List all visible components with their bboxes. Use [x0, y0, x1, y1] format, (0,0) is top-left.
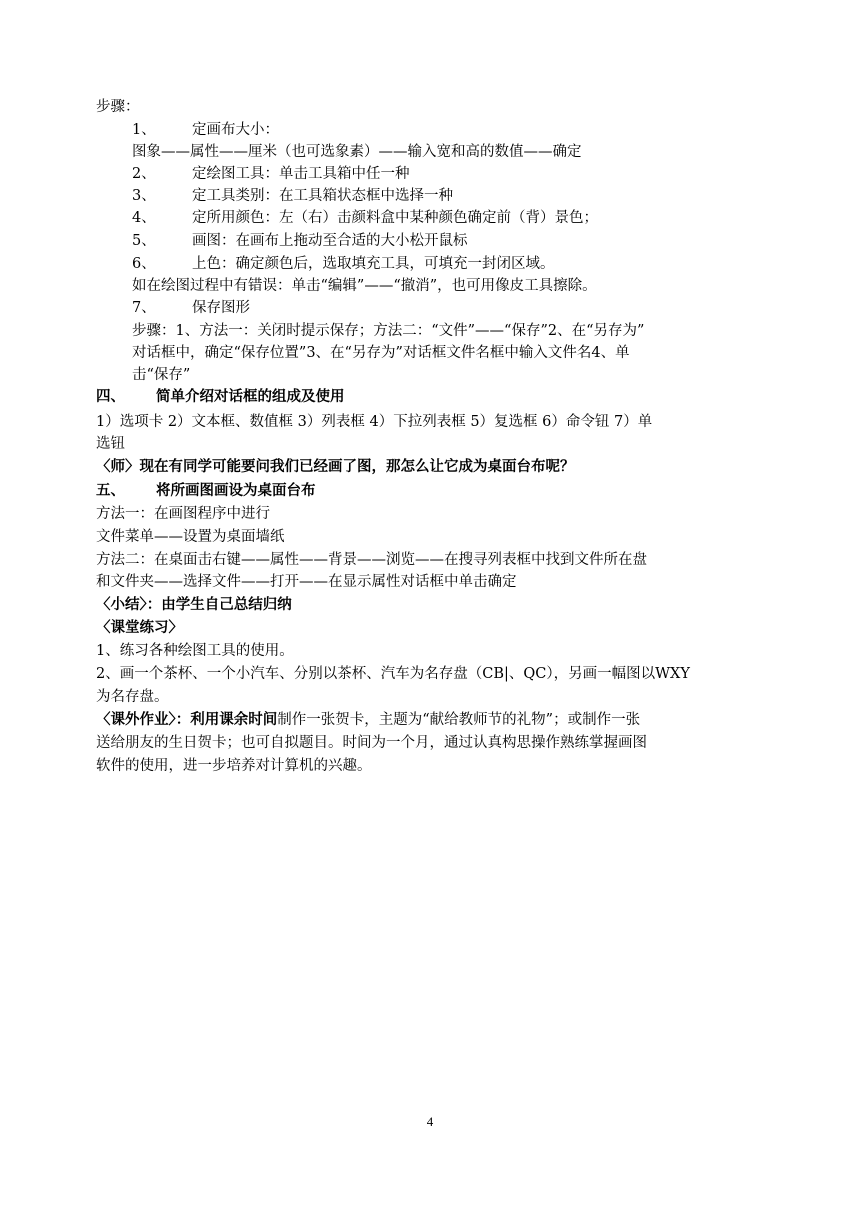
section-5-body: 方法二：在桌面击右键——属性——背景——浏览——在搜寻列表框中找到文件所在盘	[96, 552, 647, 568]
practice-item: 为名存盘。	[96, 689, 169, 705]
homework-label: 〈课外作业〉：利用课余时间	[96, 712, 278, 728]
step-item: 3、 定工具类别：在工具箱状态框中选择一种	[132, 188, 453, 204]
section-5-body: 和文件夹——选择文件——打开——在显示属性对话框中单击确定	[96, 574, 517, 590]
practice-item: 2、画一个茶杯、一个小汽车、分别以茶杯、汽车为名存盘（CB|、QC），另画一幅图以WXY	[96, 666, 690, 682]
step-item: 2、 定绘图工具：单击工具箱中任一种	[132, 166, 410, 182]
step-item: 5、 画图：在画布上拖动至合适的大小松开鼠标	[132, 233, 468, 249]
section-5-heading: 五、 将所画图画设为桌面台布	[96, 483, 316, 499]
save-steps-line: 对话框中，确定“保存位置”3、在“另存为”对话框文件名框中输入文件名4、单	[132, 345, 630, 361]
section-5-body: 方法一：在画图程序中进行	[96, 506, 270, 522]
save-steps-line: 步骤：1、方法一：关闭时提示保存；方法二：“文件”——“保存”2、在“另存为”	[132, 323, 645, 339]
steps-heading: 步骤：	[96, 99, 140, 115]
homework-line: 软件的使用，进一步培养对计算机的兴趣。	[96, 758, 372, 774]
page-number: 4	[426, 1114, 434, 1129]
section-4-heading: 四、 简单介绍对话框的组成及使用	[96, 389, 345, 405]
homework-line: 送给朋友的生日贺卡；也可自拟题目。时间为一个月，通过认真构思操作熟练掌握画图	[96, 735, 647, 751]
step-item: 6、 上色：确定颜色后，选取填充工具，可填充一封闭区域。	[132, 256, 555, 272]
practice-heading: 〈课堂练习〉	[96, 620, 183, 636]
section-5-body: 文件菜单——设置为桌面墙纸	[96, 529, 285, 545]
step-item: 如在绘图过程中有错误：单击“编辑”——“撤消”，也可用像皮工具擦除。	[132, 278, 597, 294]
step-item: 1、 定画布大小：	[132, 122, 279, 138]
practice-item: 1、练习各种绘图工具的使用。	[96, 643, 294, 659]
section-4-body: 1）选项卡 2）文本框、数值框 3）列表框 4）下拉列表框 5）复选框 6）命令钮 7）单	[96, 414, 653, 430]
step-item: 图象——属性——厘米（也可选象素）——输入宽和高的数值——确定	[132, 144, 582, 160]
step-item: 7、 保存图形	[132, 300, 250, 316]
summary-line: 〈小结〉：由学生自己总结归纳	[96, 597, 292, 613]
teacher-line: 〈师〉现在有同学可能要问我们已经画了图，那怎么让它成为桌面台布呢？	[96, 459, 575, 475]
section-4-body: 选钮	[96, 436, 125, 452]
step-item: 4、 定所用颜色：左（右）击颜料盒中某种颜色确定前（背）景色；	[132, 210, 598, 226]
homework-line: 〈课外作业〉：利用课余时间制作一张贺卡，主题为“献给教师节的礼物”；或制作一张	[96, 712, 641, 728]
save-steps-line: 击“保存”	[132, 367, 191, 383]
